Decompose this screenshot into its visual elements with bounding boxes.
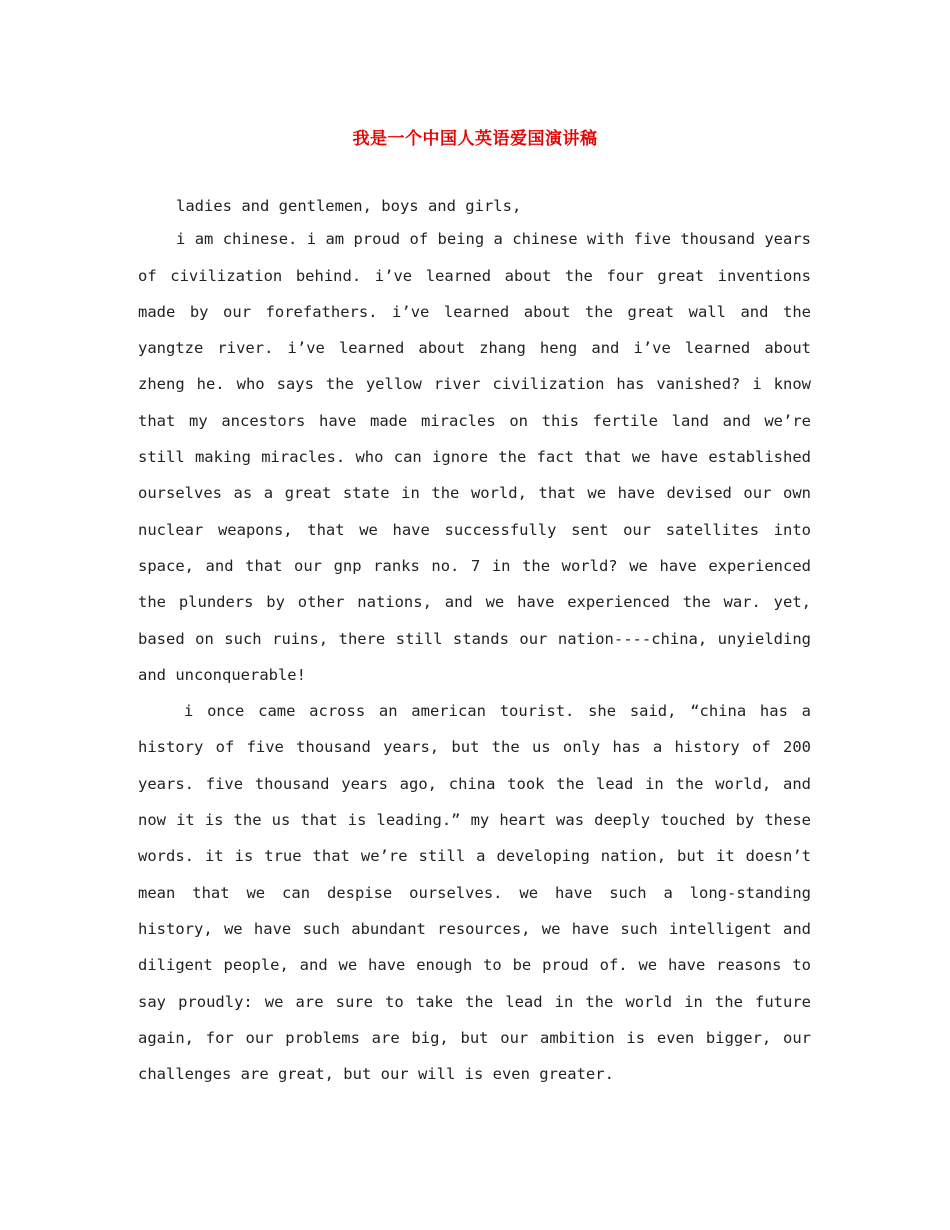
paragraph-tourist: i once came across an american tourist. she said, “china has a history of five thousand years, but the us only has a history of 200 years. five thousand years ago, china took the lead in the world, and now it is the us that is leading.” my heart was deeply touched by these words. it is true that we’re still a developing nation, but it doesn’t mean that we can despise ourselves. we have such a long-standing history, we have such abundant resources, we have such intelligent and diligent people, and we have enough to be proud of. we have reasons to say proudly: we are sure to take the lead in the world in the future again, for our problems are big, but our ambition is even bigger, our challenges are great, but our will is even greater. (138, 702, 811, 1084)
document-body (138, 188, 811, 1092)
paragraph-greeting: ladies and gentlemen, boys and girls, (176, 197, 522, 215)
paragraph-pride: i am chinese. i am proud of being a chinese with five thousand years of civilization behind. i’ve learned about the four great inventions made by our forefathers. i’ve learned about the great wall and the yangtze river. i’ve learned about zhang heng and i’ve learned about zheng he. who says the yellow river civilization has vanished? i know that my ancestors have made miracles on this fertile land and we’re still making miracles. who can ignore the fact that we have established ourselves as a great state in the world, that we have devised our own nuclear weapons, that we have successfully sent our satellites into space, and that our gnp ranks no. 7 in the world? we have experienced the plunders by other nations, and we have experienced the war. yet, based on such ruins, there still stands our nation----china, unyielding and unconquerable! (138, 230, 811, 684)
document-title: 我是一个中国人英语爱国演讲稿 (352, 129, 598, 149)
